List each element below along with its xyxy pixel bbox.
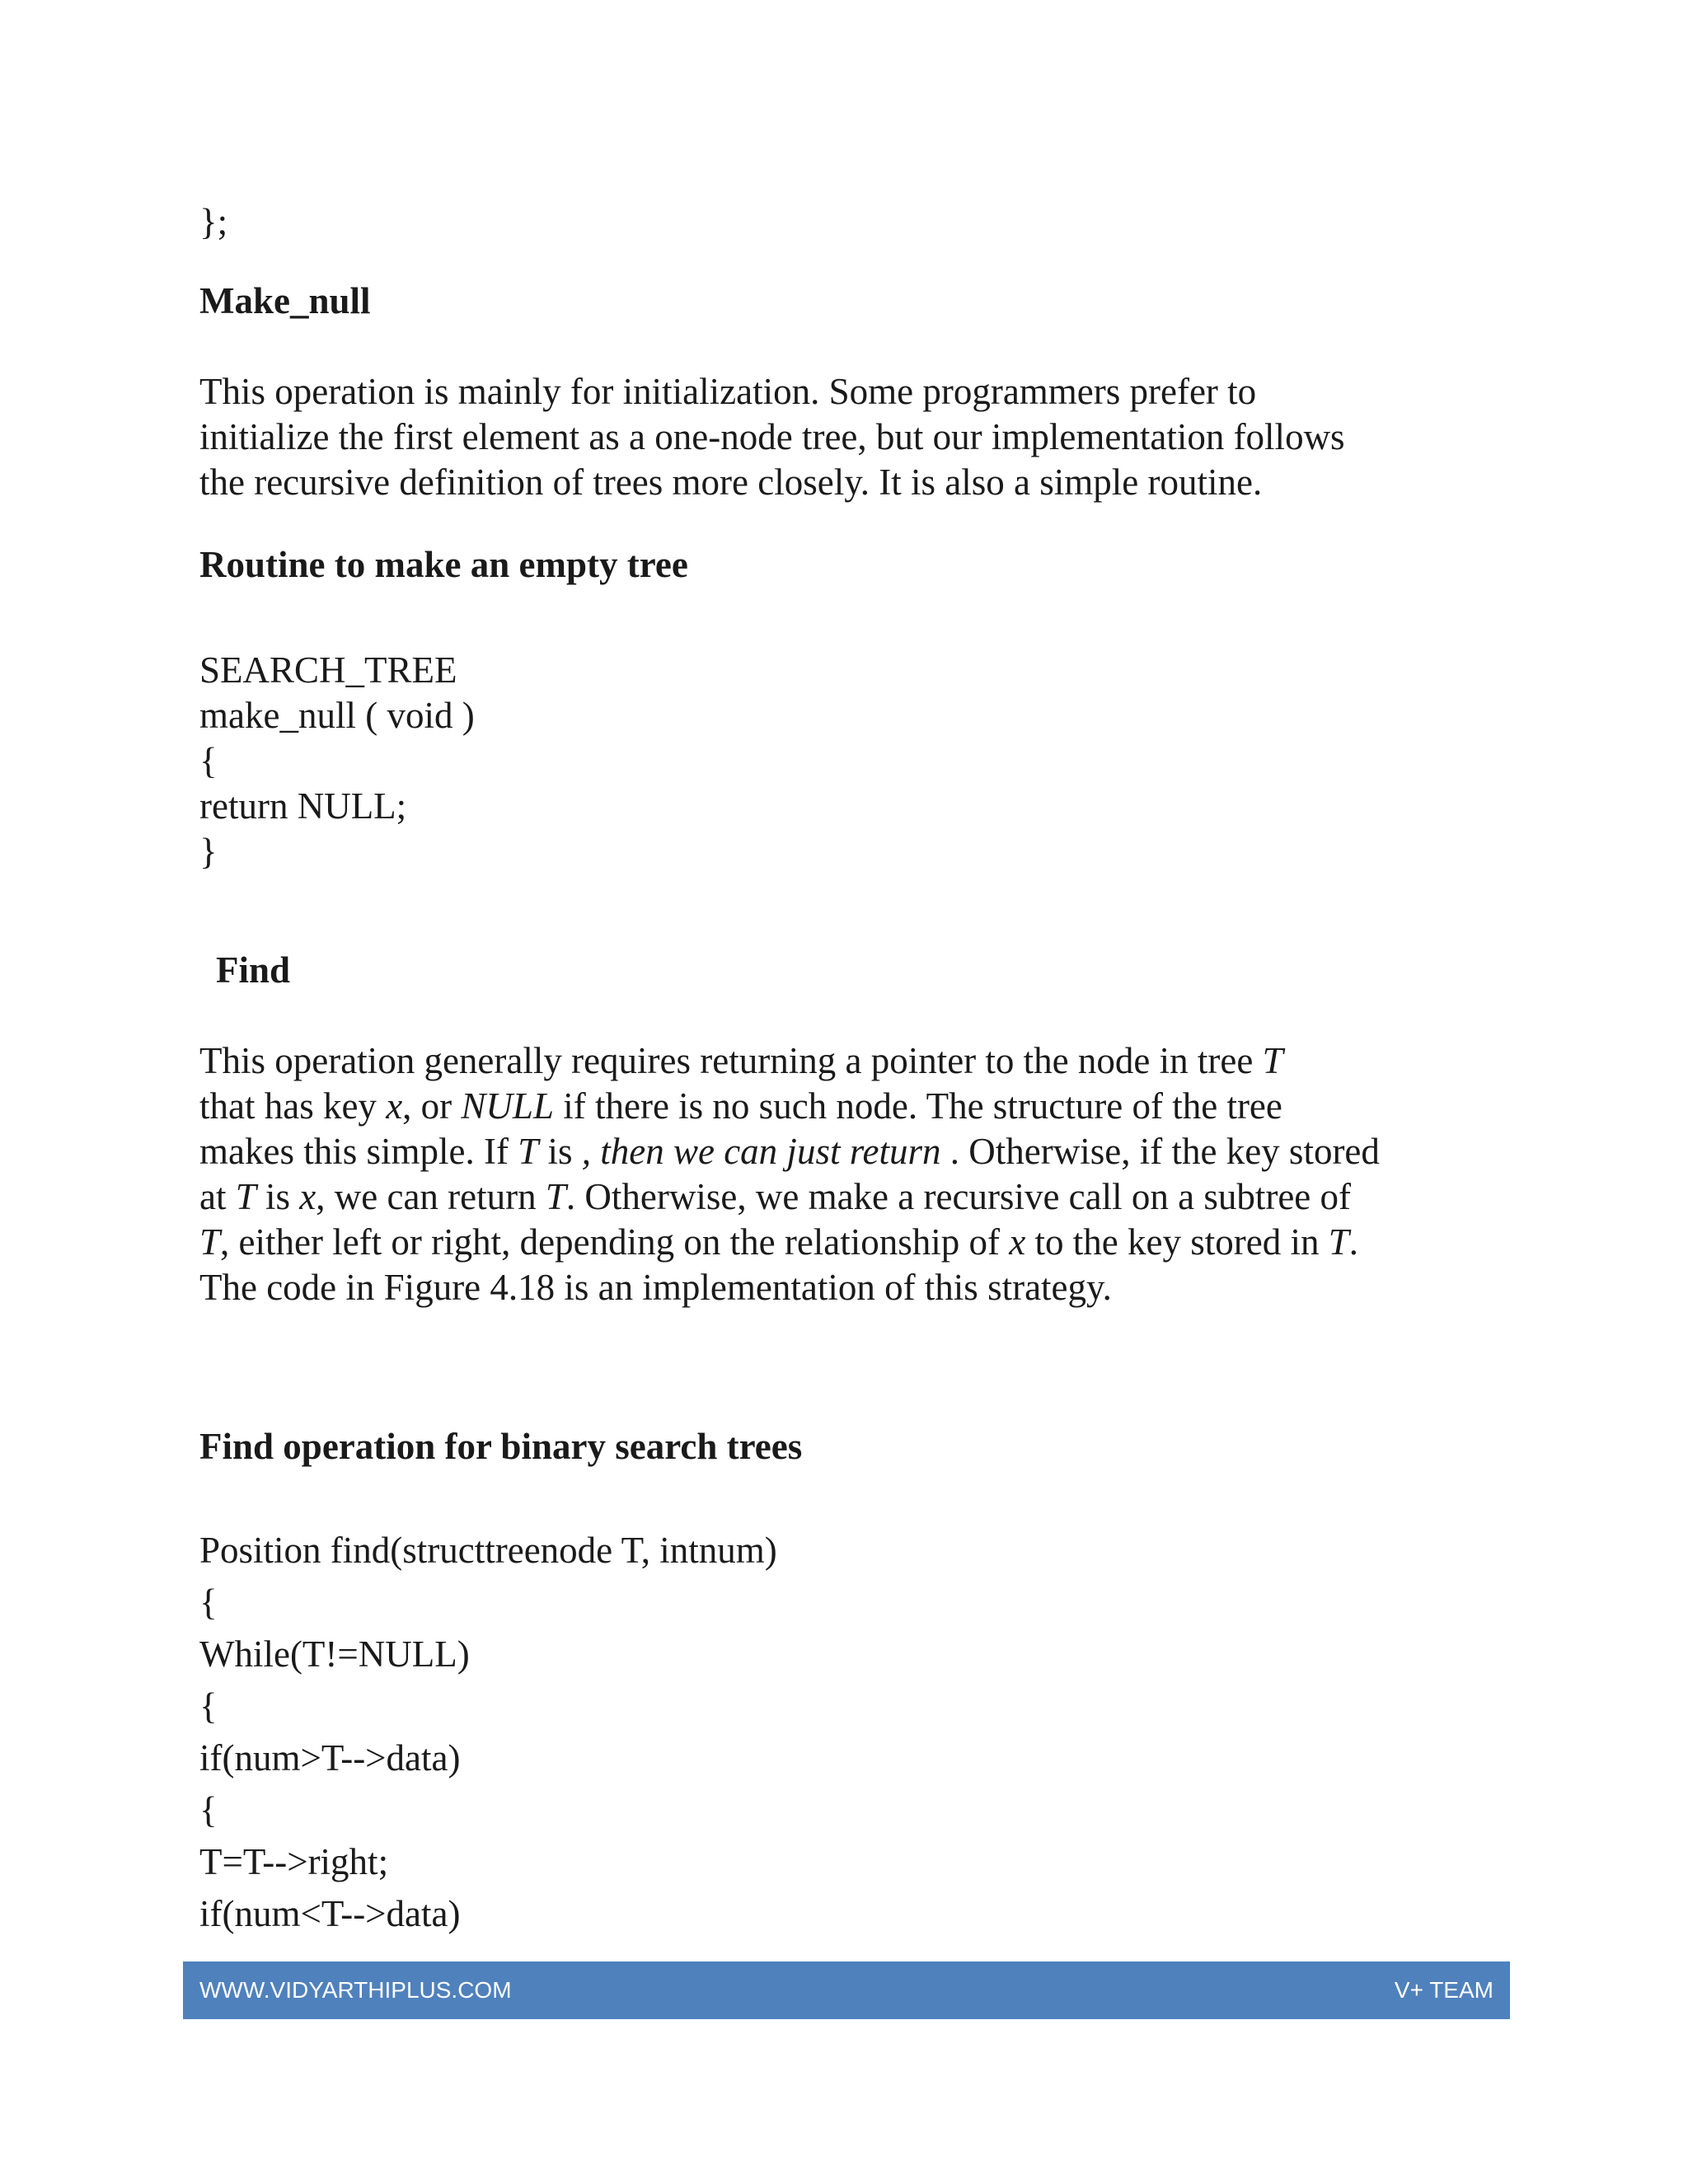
paragraph-line: This operation is mainly for initialization. Some programmers prefer to <box>199 371 1257 412</box>
empty-tree-code <box>199 648 1493 874</box>
paragraph-line: at T is x, we can return T. Otherwise, we make a recursive call on a subtree of <box>199 1176 1352 1217</box>
code-line: T=T-->right; <box>199 1841 389 1882</box>
code-line: if(num>T-->data) <box>199 1737 461 1779</box>
paragraph-line: The code in Figure 4.18 is an implementation of this strategy. <box>199 1267 1112 1308</box>
paragraph-line: the recursive definition of trees more closely. It is also a simple routine. <box>199 462 1263 503</box>
find-operation-code <box>199 1525 1493 1940</box>
make-null-heading: Make_null <box>199 280 371 321</box>
code-line: } <box>199 831 218 872</box>
paragraph-line: This operation generally requires returning a pointer to the node in tree T <box>199 1040 1283 1081</box>
code-line: Position find(structtreenode T, intnum) <box>199 1530 777 1571</box>
footer-team-label: V+ TEAM <box>1394 1977 1493 2003</box>
code-line: return NULL; <box>199 785 407 827</box>
find-heading: Find <box>216 949 291 991</box>
footer-website-link[interactable]: WWW.VIDYARTHIPLUS.COM <box>199 1977 512 2003</box>
empty-tree-heading: Routine to make an empty tree <box>199 544 688 585</box>
paragraph-line: initialize the first element as a one-node tree, but our implementation follows <box>199 416 1345 457</box>
code-line: { <box>199 1582 218 1623</box>
code-line: if(num<T-->data) <box>199 1893 461 1934</box>
code-line: { <box>199 1685 218 1727</box>
code-line: { <box>199 1789 218 1830</box>
code-line: make_null ( void ) <box>199 695 475 736</box>
footer-bar <box>183 1961 1510 2019</box>
code-line: { <box>199 740 218 781</box>
paragraph-line: makes this simple. If T is , then we can just return . Otherwise, if the key stored <box>199 1131 1380 1172</box>
code-line: SEARCH_TREE <box>199 649 457 691</box>
find-operation-heading: Find operation for binary search trees <box>199 1426 803 1467</box>
find-paragraph <box>199 1038 1493 1310</box>
make-null-paragraph <box>199 369 1493 505</box>
paragraph-line: that has key x, or NULL if there is no such node. The structure of the tree <box>199 1085 1282 1127</box>
paragraph-line: T, either left or right, depending on the relationship of x to the key stored in T. <box>199 1221 1358 1263</box>
code-closing-brace: }; <box>199 201 228 242</box>
code-line: While(T!=NULL) <box>199 1633 470 1675</box>
